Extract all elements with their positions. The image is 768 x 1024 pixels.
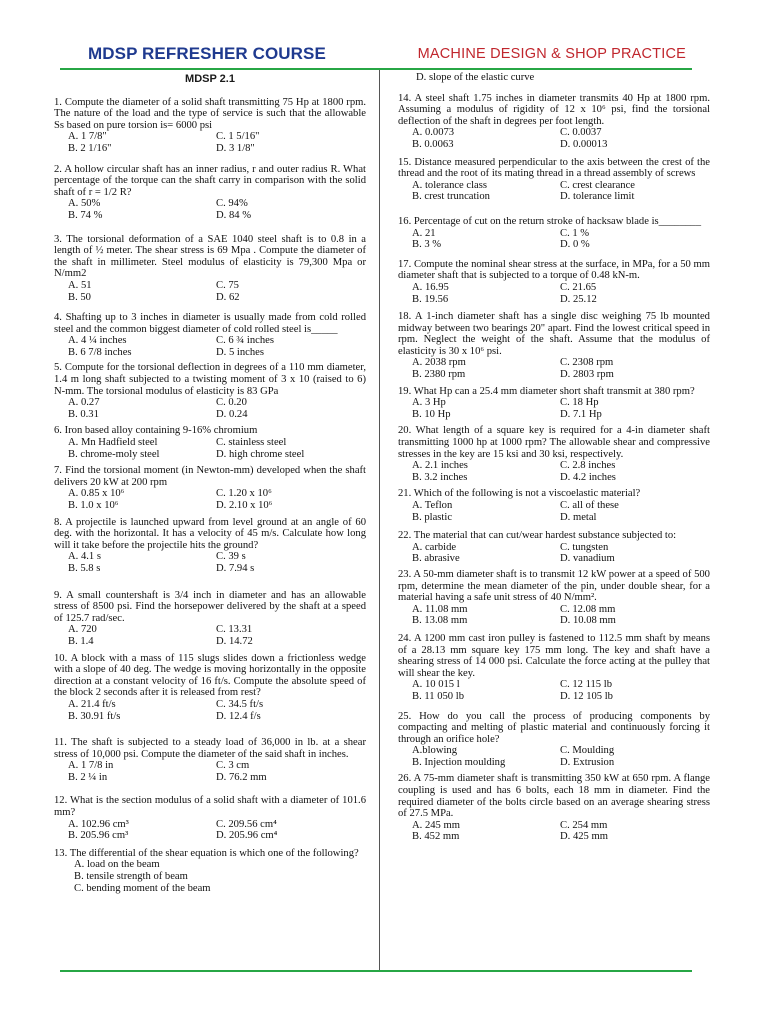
answer-options [54,859,366,894]
answer-options [398,228,710,251]
question-text [398,711,710,746]
answer-option: B. abrasive [412,553,460,565]
question-body: The torsional deformation of a SAE 1040 steel shaft is to 0.8 in a length of ½ meter. The shear stress is 69 Mpa . Compute the diameter of the shaft in millimeter. Steel modulus of elasticity is 79,300 Mpa or N/mm2 [54,233,366,280]
answer-option: D. 12 105 lb [560,690,613,702]
answer-option: B. 10 Hp [412,408,451,420]
question-number: 22. [398,530,412,542]
answer-option: A. carbide [412,541,457,553]
question-text [54,653,366,699]
question-text [398,530,710,542]
answer-option: D. 425 mm [560,831,608,843]
answer-option: A. 2.1 inches [412,460,468,472]
question-text [398,569,710,604]
answer-option: C. bending moment of the beam [74,882,211,894]
answer-option: B. 6 7/8 inches [68,346,132,358]
question-text [54,737,366,760]
question-10 [54,653,366,723]
answer-option: B. 205.96 cm³ [68,830,129,842]
question-body: The shaft is subjected to a steady load of 36,000 in lb. at a shear stress of 10,000 psi. Compute the diameter of the said shaft in inches. [54,737,366,760]
answer-options [398,180,710,203]
question-text [54,362,366,397]
answer-options [398,282,710,305]
question-4 [54,312,366,358]
answer-option: B. tensile strength of beam [74,871,188,883]
question-body: A 50-mm diameter shaft is to transmit 12 kW power at a speed of 500 rpm, determine the mean diameter of the pin, under double shear, for a material having a safe unit stress of 40 N/mm². [398,568,710,604]
question-text [398,259,710,282]
answer-option: C. 18 Hp [560,397,599,409]
answer-option: D. Extrusion [560,756,615,768]
answer-option: D. 76.2 mm [216,771,267,783]
answer-option: A. 2038 rpm [412,357,466,369]
question-body: A 1200 mm cast iron pulley is fastened to 112.5 mm shaft by means of a 28.13 mm square key 175 mm long. The key and shaft have a shearing stress of 14 000 psi. Calculate the force acting at the pulley that will shear the key. [398,632,710,679]
answer-option: B. 2 ¼ in [68,771,108,783]
answer-options [398,397,710,420]
answer-options [398,542,710,565]
answer-option: C. 94% [216,198,248,210]
answer-option: C. 12 115 lb [560,679,612,691]
answer-option: B. 2 1/16" [68,142,112,154]
answer-options [398,127,710,150]
question-number: 7. [54,465,62,477]
answer-option: D. 14.72 [216,635,253,647]
question-1 [54,97,366,155]
answer-options [54,819,366,842]
question-body: A small countershaft is 3/4 inch in diameter and has an allowable stress of 8500 psi. Find the horsepower delivered by the shaft at a speed of 125.7 rad/sec. [54,589,366,624]
question-number: 1. [54,96,62,108]
answer-option: B. 19.56 [412,293,449,305]
answer-option: D. 7.94 s [216,562,255,574]
answer-options [398,500,710,523]
answer-option: A. 720 [68,624,97,636]
question-24 [398,633,710,703]
question-text [398,633,710,679]
answer-option: C. 0.0037 [560,127,602,139]
answer-options [54,437,366,460]
question-number: 16. [398,215,412,227]
answer-options [54,624,366,647]
question-number: 15. [398,156,412,168]
question-text [54,590,366,625]
question-number: 18. [398,311,412,323]
question-text [54,425,366,437]
footer-rule [60,970,692,972]
answer-option: D. 5 inches [216,346,264,358]
question-number: 25. [398,710,412,722]
question-body: Percentage of cut on the return stroke of hacksaw blade is________ [413,215,702,227]
question-18 [398,311,710,381]
answer-option: B. 50 [68,291,91,303]
question-25 [398,711,710,769]
section-title: MDSP 2.1 [185,73,235,85]
answer-option: D. 0.24 [216,408,248,420]
answer-option: B. crest truncation [412,191,490,203]
answer-option: A. 21 [412,227,436,239]
answer-option: C. 0.20 [216,397,247,409]
question-number: 10. [54,652,68,664]
answer-options [398,679,710,702]
answer-option: C. Moulding [560,745,615,757]
answer-option: A. 0.0073 [412,127,455,139]
question-body: Compute for the torsional deflection in degrees of a 110 mm diameter, 1.4 m long shaft subjected to a twisting moment of 3 x 10 (raised to 6) N-mm. The torsional modulus of elasticity is 83 GPa [54,362,366,397]
answer-option: B. 3 % [412,239,442,251]
question-text [54,234,366,280]
question-body: A projectile is launched upward from level ground at an angle of 60 deg. with the horizontal. It has a velocity of 45 m/s. Calculate how long will it take before the projectile hits the ground? [54,516,366,551]
question-text [54,312,366,335]
question-body: The material that can cut/wear hardest substance subjected to: [413,530,677,542]
answer-option: B. 1.4 [68,635,94,647]
answer-options [398,745,710,768]
question-number: 23. [398,568,412,580]
answer-option: B. 2380 rpm [412,369,466,381]
answer-option: A. 3 Hp [412,397,446,409]
question-text [54,848,366,860]
question-text [398,386,710,398]
question-9 [54,590,366,648]
question-number: 4. [54,312,62,324]
question-body: A steel shaft 1.75 inches in diameter transmits 40 Hp at 1800 rpm. Assuming a modulus of rigidity of 12 x 10⁶ psi, find the torsional deflection of the shaft in degrees per foot length. [398,92,710,127]
continued-option: D. slope of the elastic curve [416,72,535,83]
question-body: The differential of the shear equation is which one of the following? [69,847,359,859]
question-number: 17. [398,258,412,270]
answer-option: A.blowing [412,745,458,757]
answer-option: B. 30.91 ft/s [68,710,121,722]
question-number: 14. [398,92,412,104]
answer-option: A. 10 015 l [412,679,460,691]
question-body: What Hp can a 25.4 mm diameter short shaft transmit at 380 rpm? [413,385,695,397]
question-19 [398,386,710,421]
question-text [398,157,710,180]
answer-option: B. 11 050 lb [412,690,464,702]
answer-option: A. tolerance class [412,179,488,191]
page-header [40,44,728,70]
question-number: 12. [54,795,68,807]
answer-option: D. 84 % [216,209,252,221]
right-column [398,72,710,843]
question-number: 13. [54,847,68,859]
header-rule [60,68,692,70]
answer-option: D. high chrome steel [216,448,305,460]
question-text [54,465,366,488]
answer-options [54,551,366,574]
answer-option: C. tungsten [560,541,609,553]
question-15 [398,157,710,203]
answer-option: D. 25.12 [560,293,597,305]
answer-option: A. 1 7/8" [68,131,107,143]
question-number: 21. [398,488,412,500]
answer-option: A. 4.1 s [68,551,101,563]
answer-option: B. Injection moulding [412,756,506,768]
question-text [398,311,710,357]
question-13 [54,848,366,894]
question-16 [398,216,710,251]
question-text [398,93,710,128]
question-text [398,773,710,819]
answer-option: C. 1 % [560,227,590,239]
answer-option: A. 50% [68,198,101,210]
answer-option: B. 5.8 s [68,562,101,574]
answer-option: C. 2308 rpm [560,357,614,369]
question-20 [398,425,710,483]
answer-option: C. 3 cm [216,760,250,772]
answer-option: A. 102.96 cm³ [68,818,129,830]
question-body: Find the torsional moment (in Newton-mm) developed when the shaft delivers 20 kW at 200 rpm [54,465,366,488]
answer-option: C. 12.08 mm [560,603,616,615]
question-number: 19. [398,385,412,397]
answer-option: B. chrome-moly steel [68,448,160,460]
answer-option: C. 1.20 x 10⁶ [216,488,272,500]
question-text [54,795,366,818]
answer-option: B. 13.08 mm [412,615,468,627]
question-8 [54,517,366,575]
answer-options [398,604,710,627]
question-number: 9. [54,589,62,601]
answer-options [54,198,366,221]
answer-option: B. 1.0 x 10⁶ [68,500,119,511]
answer-option: D. 0.00013 [560,138,608,150]
answer-options [54,280,366,303]
answer-option: A. 51 [68,279,92,291]
answer-option: D. tolerance limit [560,191,635,203]
question-number: 8. [54,516,62,528]
question-3 [54,234,366,304]
answer-option: D. 205.96 cm⁴ [216,830,278,842]
answer-option: A. 245 mm [412,819,460,831]
question-14 [398,93,710,151]
answer-option: D. metal [560,511,597,523]
answer-option: D. 7.1 Hp [560,408,602,420]
answer-option: A. 11.08 mm [412,603,468,615]
answer-option: A. 0.27 [68,397,100,409]
answer-options [54,397,366,420]
answer-option: A. 1 7/8 in [68,760,114,772]
question-body: A 1-inch diameter shaft has a single disc weighing 75 lb mounted midway between two bearings 20" apart. Find the lowest critical speed in rpm. Neglect the weight of the shaft. Assume that the modulus of elasticity is 30 x 10⁶ psi. [398,311,710,357]
answer-option: A. load on the beam [74,859,160,871]
answer-options [54,335,366,358]
answer-option: C. 1 5/16" [216,131,260,143]
question-body: What length of a square key is required for a 4-in diameter shaft transmitting 1000 hp at 1000 rpm? The allowable shear and compressive stresses in the key are 15 ksi and 30 ksi, respectively. [398,425,710,460]
answer-option: B. 452 mm [412,831,460,843]
column-divider [379,70,380,970]
answer-option: D. 12.4 f/s [216,710,261,722]
question-number: 6. [54,425,62,437]
question-2 [54,164,366,222]
answer-options [54,131,366,154]
subject-title: MACHINE DESIGN & SHOP PRACTICE [417,46,686,62]
answer-option: C. 75 [216,279,239,291]
answer-option: C. 21.65 [560,281,597,293]
question-text [54,164,366,199]
question-body: A 75-mm diameter shaft is transmitting 350 kW at 650 rpm. A flange coupling is used and has 6 bolts, each 18 mm in diameter. Find the required diameter of the bolts circle based on an average shearing stress of 27.5 MPa. [398,773,710,820]
question-26 [398,773,710,843]
question-text [54,97,366,132]
question-body: Iron based alloy containing 9-16% chromium [64,425,258,437]
answer-option: C. 6 ¾ inches [216,335,274,347]
question-11 [54,737,366,783]
question-17 [398,259,710,305]
answer-option: B. plastic [412,511,453,523]
question-text [398,425,710,460]
question-number: 11. [54,737,67,749]
question-23 [398,569,710,627]
question-21 [398,488,710,523]
answer-options [54,760,366,783]
question-6 [54,425,366,460]
question-body: A block with a mass of 115 slugs slides down a frictionless wedge with a slope of 40 deg. The wedge is moving horizontally in the opposite direction at a constant velocity of 16 ft/s. Compute the absolute speed of the block 2 seconds after it is released from rest? [54,652,366,699]
question-7 [54,465,366,511]
question-text [398,216,710,228]
question-number: 26. [398,773,412,785]
answer-option: B. 0.0063 [412,138,454,150]
answer-option: C. all of these [560,500,619,511]
answer-option: C. 209.56 cm⁴ [216,818,277,830]
answer-options [398,820,710,843]
question-number: 3. [54,233,62,245]
answer-option: A. 21.4 ft/s [68,698,116,710]
question-body: Which of the following is not a viscoelastic material? [413,488,641,500]
answer-options [398,357,710,380]
course-title: MDSP REFRESHER COURSE [88,44,326,63]
question-number: 2. [54,163,62,175]
question-body: Shafting up to 3 inches in diameter is usually made from cold rolled steel and the common biggest diameter of cold rolled steel is_____ [54,312,366,335]
question-number: 5. [54,362,62,374]
answer-option: B. 0.31 [68,408,99,420]
answer-option: A. Teflon [412,500,453,511]
answer-option: C. 13.31 [216,624,253,636]
question-5 [54,362,366,420]
question-body: Compute the diameter of a solid shaft transmitting 75 Hp at 1800 rpm. The nature of the load and the type of service is such that the allowable Ss based on pure torsion is= 6000 psi [54,96,366,131]
answer-option: A. 16.95 [412,281,449,293]
answer-option: A. 0.85 x 10⁶ [68,488,125,500]
question-22 [398,530,710,565]
answer-option: D. 4.2 inches [560,471,616,483]
answer-option: B. 74 % [68,209,103,221]
question-12 [54,795,366,841]
answer-option: D. 10.08 mm [560,615,616,627]
question-text [54,517,366,552]
answer-options [398,460,710,483]
answer-option: B. 3.2 inches [412,471,468,483]
answer-option: D. 3 1/8" [216,142,255,154]
answer-option: A. 4 ¼ inches [68,335,127,347]
question-text [398,488,710,500]
answer-options [54,699,366,722]
answer-option: D. 62 [216,291,240,303]
answer-option: C. 2.8 inches [560,460,616,472]
answer-option: C. stainless steel [216,437,287,449]
question-body: How do you call the process of producing components by compacting and melting of plastic material and continuously forcing it through an orifice hole? [398,710,710,745]
answer-option: D. 2.10 x 10⁶ [216,500,273,511]
answer-option: C. 254 mm [560,819,608,831]
answer-option: D. 2803 rpm [560,369,614,381]
question-number: 24. [398,632,412,644]
answer-option: C. 39 s [216,551,246,563]
question-body: Distance measured perpendicular to the axis between the crest of the thread and the root of its mating thread in a thread assembly of screws [398,156,710,180]
question-body: Compute the nominal shear stress at the surface, in MPa, for a 50 mm diameter shaft that is subjected to a torque of 0.48 kN-m. [398,258,710,282]
left-column [54,72,366,894]
answer-option: D. vanadium [560,553,615,565]
answer-options [54,488,366,511]
answer-option: C. 34.5 ft/s [216,698,264,710]
answer-option: A. Mn Hadfield steel [68,437,158,449]
question-body: What is the section modulus of a solid shaft with a diameter of 101.6 mm? [54,795,366,819]
answer-option: D. 0 % [560,239,590,251]
question-body: A hollow circular shaft has an inner radius, r and outer radius R. What percentage of the torque can the shaft carry in comparison with the solid shaft of r = 1/2 R? [54,163,366,198]
answer-option: C. crest clearance [560,179,635,191]
question-number: 20. [398,425,412,437]
